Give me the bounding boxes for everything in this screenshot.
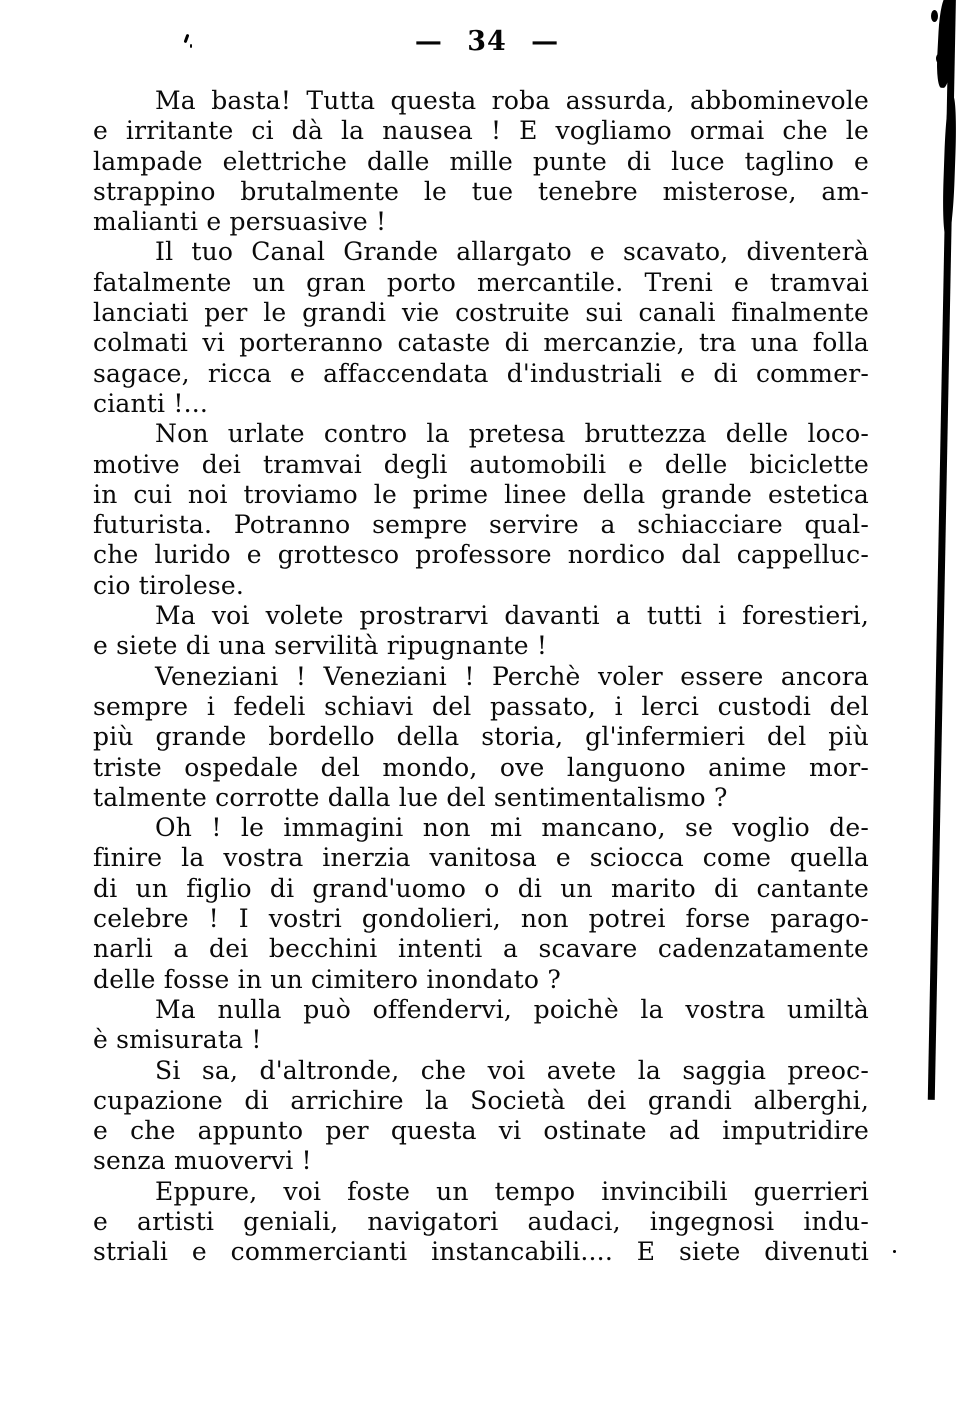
paragraph	[93, 419, 869, 601]
text-line: Si sa, d'altronde, che voi avete la saggia preoc-	[155, 1055, 869, 1085]
text-line: e siete di una servilità ripugnante !	[93, 631, 548, 661]
text-line: sempre i fedeli schiavi del passato, i lerci custodi del	[93, 691, 869, 721]
scan-blob-artifact	[942, 96, 958, 236]
text-line: lampade elettriche dalle mille punte di luce taglino e	[93, 146, 869, 176]
paragraph	[93, 995, 869, 1056]
scan-speck-artifact	[893, 1250, 896, 1253]
text-line: delle fosse in un cimitero inondato ?	[93, 964, 561, 994]
scan-speck-artifact	[931, 10, 938, 22]
text-line: finire la vostra inerzia vanitosa e sciocca come quella	[93, 843, 869, 873]
text-line: futurista. Potranno sempre servire a schiacciare qual-	[93, 510, 869, 540]
text-line: cianti !...	[93, 388, 209, 418]
text-line: Ma nulla può offendervi, poichè la vostra umiltà	[155, 994, 869, 1024]
text-line: celebre ! I vostri gondolieri, non potrei forse parago-	[93, 904, 869, 934]
paragraph	[93, 86, 869, 237]
text-line: e irritante ci dà la nausea ! E vogliamo ormai che le	[93, 116, 869, 146]
text-line: senza muovervi !	[93, 1146, 312, 1176]
page-number: — 34 —	[414, 26, 560, 57]
text-line: strappino brutalmente le tue tenebre misterose, am-	[93, 176, 869, 206]
text-line: e artisti geniali, navigatori audaci, ingegnosi indu-	[93, 1206, 869, 1236]
text-line: e che appunto per questa vi ostinate ad imputridire	[93, 1116, 869, 1146]
paragraph	[93, 813, 869, 995]
scan-speck-artifact	[950, 183, 953, 187]
scan-speck-artifact	[951, 168, 954, 172]
paragraph	[93, 237, 869, 419]
text-line: triste ospedale del mondo, ove languono anime mor-	[93, 752, 869, 782]
text-line: striali e commercianti instancabili.... E siete divenuti	[93, 1237, 869, 1267]
text-line: Oh ! le immagini non mi mancano, se voglio de-	[155, 813, 869, 843]
text-line: cio tirolese.	[93, 570, 245, 600]
text-line: di un figlio di grand'uomo o di un marito di cantante	[93, 873, 869, 903]
paragraph	[93, 601, 869, 662]
paragraph	[93, 1177, 869, 1268]
text-block	[93, 86, 869, 1268]
text-line: fatalmente un gran porto mercantile. Treni e tramvai	[93, 267, 869, 297]
text-line: malianti e persuasive !	[93, 207, 387, 237]
text-line: lanciati per le grandi vie costruite sui canali finalmente	[93, 298, 869, 328]
text-line: è smisurata !	[93, 1025, 262, 1055]
scan-speck-artifact	[948, 153, 952, 158]
text-line: colmati vi porteranno cataste di mercanzie, tra una folla	[93, 328, 869, 358]
text-line: Il tuo Canal Grande allargato e scavato, diventerà	[155, 237, 869, 267]
text-line: più grande bordello della storia, gl'infermieri del più	[93, 722, 869, 752]
text-line: cupazione di arrichire la Società dei grandi alberghi,	[93, 1085, 869, 1115]
text-line: Eppure, voi foste un tempo invincibili guerrieri	[155, 1176, 869, 1206]
text-line: sagace, ricca e affaccendata d'industriali e di commer-	[93, 358, 869, 388]
scan-speck-artifact	[936, 54, 941, 63]
text-line: Ma basta! Tutta questa roba assurda, abbominevole	[155, 86, 869, 115]
scan-tick-artifact	[190, 44, 192, 48]
text-line: talmente corrotte dalla lue del sentimentalismo ?	[93, 782, 728, 812]
text-line: Veneziani ! Veneziani ! Perchè voler essere ancora	[155, 661, 869, 691]
text-line: narli a dei becchini intenti a scavare cadenzatamente	[93, 934, 869, 964]
text-line: in cui noi troviamo le prime linee della grande estetica	[93, 479, 869, 509]
text-line: motive dei tramvai degli automobili e delle biciclette	[93, 449, 869, 479]
paragraph	[93, 662, 869, 813]
text-line: Non urlate contro la pretesa bruttezza delle loco-	[155, 419, 869, 449]
text-line: che lurido e grottesco professore nordico dal cappelluc-	[93, 540, 869, 570]
paragraph	[93, 1056, 869, 1177]
text-line: Ma voi volete prostrarvi davanti a tutti i forestieri,	[155, 601, 869, 631]
